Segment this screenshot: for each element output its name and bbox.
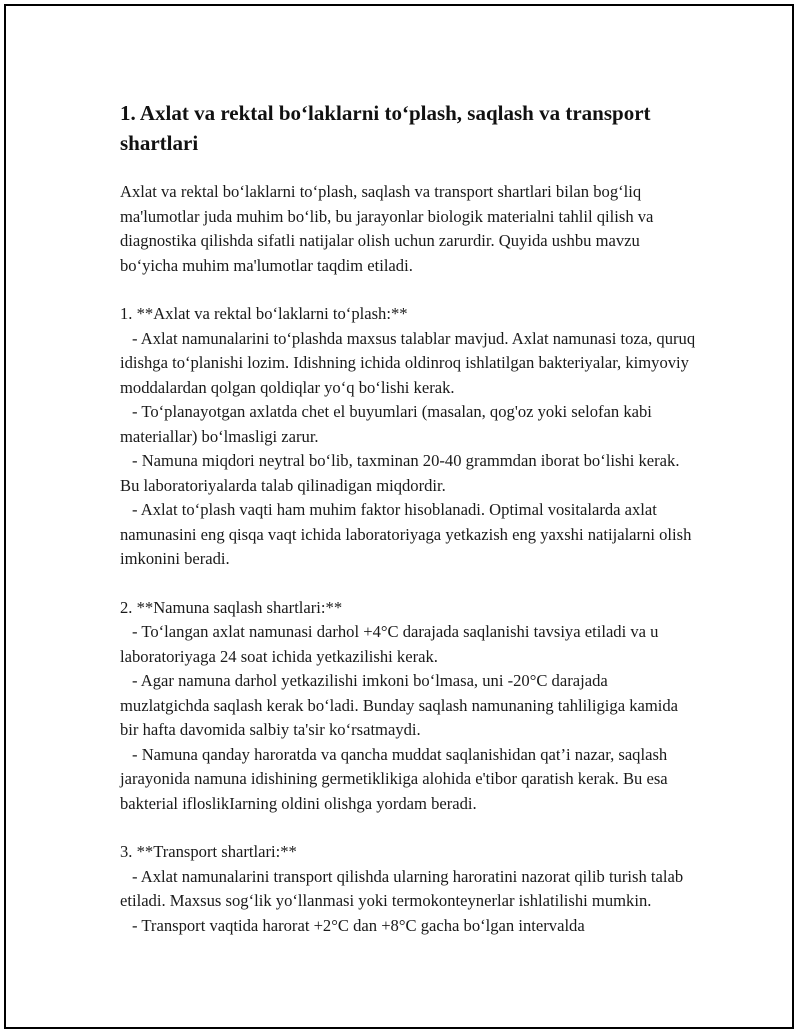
bullet-item: - Agar namuna darhol yetkazilishi imkoni bo‘lmasa, uni -20°C darajada muzlatgichda saqlash kerak bo‘ladi. Bunday saqlash namunaning tahliligiga kamida bir hafta davomida salbiy ta'sir ko‘rsatmaydi. xyxy=(120,669,700,743)
section-storage xyxy=(120,596,700,817)
section-heading: 3. **Transport shartlari:** xyxy=(120,842,297,861)
bullet-item: - Transport vaqtida harorat +2°C dan +8°C gacha bo‘lgan intervalda xyxy=(120,914,700,939)
document-title: 1. Axlat va rektal bo‘laklarni to‘plash, saqlash va transport shartlari xyxy=(120,101,651,155)
section-heading: 1. **Axlat va rektal bo‘laklarni to‘plash:** xyxy=(120,304,408,323)
intro-paragraph: Axlat va rektal bo‘laklarni to‘plash, saqlash va transport shartlari bilan bog‘liq ma'lumotlar juda muhim bo‘lib, bu jarayonlar biologik materialni tahlil qilish va diagnostika qilishda sifatli natijalar olish uchun zarurdir. Quyida ushbu mavzu bo‘yicha muhim ma'lumotlar taqdim etiladi. xyxy=(120,182,654,275)
bullet-item: - Axlat namunalarini transport qilishda ularning haroratini nazorat qilib turish talab etiladi. Maxsus sog‘lik yo‘llanmasi yoki termokonteynerlar ishlatilishi mumkin. xyxy=(120,865,700,914)
section-collection xyxy=(120,302,700,572)
bullet-item: - Namuna qanday haroratda va qancha muddat saqlanishidan qat’i nazar, saqlash jarayonida namuna idishining germetiklikiga alohida e'tibor qaratish kerak. Bu esa bakterial ifloslikIarning oldini olishga yordam beradi. xyxy=(120,743,700,817)
section-transport xyxy=(120,840,700,938)
section-heading: 2. **Namuna saqlash shartlari:** xyxy=(120,597,343,617)
bullet-item: - Namuna miqdori neytral bo‘lib, taxminan 20-40 grammdan iborat bo‘lishi kerak. Bu laboratoriyalarda talab qilinadigan miqdordir. xyxy=(120,449,700,498)
bullet-item: - Axlat to‘plash vaqti ham muhim faktor hisoblanadi. Optimal vositalarda axlat namunasini eng qisqa vaqt ichida laboratoriyaga yetkazish eng yaxshi natijalarni olish imkonini beradi. xyxy=(120,498,700,572)
document-body xyxy=(120,98,700,938)
bullet-item: - Axlat namunalarini to‘plashda maxsus talablar mavjud. Axlat namunasi toza, quruq idishga to‘planishi lozim. Idishning ichida oldinroq ishlatilgan bakteriyalar, kimyoviy moddalardan qolgan qoldiqlar yo‘q bo‘lishi kerak. xyxy=(120,327,700,401)
bullet-item: - To‘planayotgan axlatda chet el buyumlari (masalan, qog'oz yoki selofan kabi materiallar) bo‘lmasligi zarur. xyxy=(120,400,700,449)
bullet-item: - To‘langan axlat namunasi darhol +4°C darajada saqlanishi tavsiya etiladi va u laboratoriyaga 24 soat ichida yetkazilishi kerak. xyxy=(120,620,700,669)
page-frame xyxy=(4,4,794,1029)
